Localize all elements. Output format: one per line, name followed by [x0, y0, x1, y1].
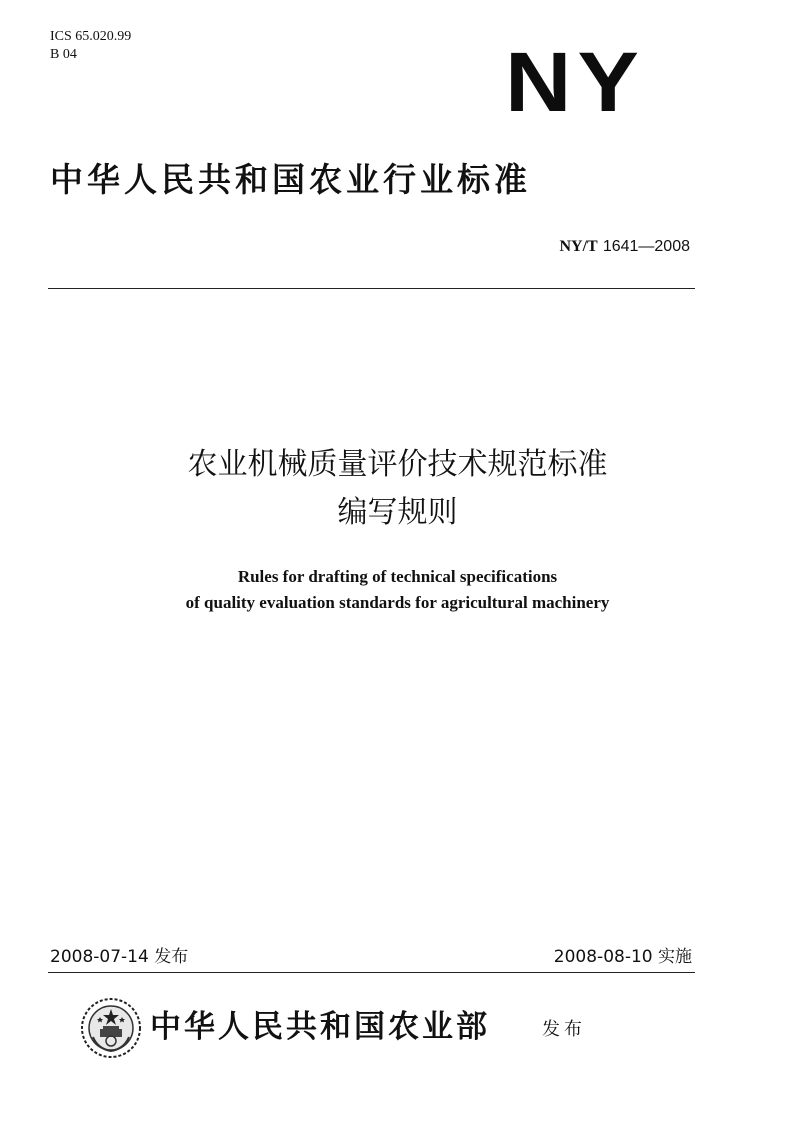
ny-logo: NY: [505, 35, 645, 130]
implementation-date: 2008-08-10 实施: [553, 947, 692, 967]
national-emblem-icon: [80, 997, 142, 1059]
title-chinese-line1: 农业机械质量评价技术规范标准: [187, 447, 608, 482]
top-divider: [48, 288, 695, 289]
publisher-name: 中华人民共和国农业部: [150, 1009, 490, 1045]
title-english-line2: of quality evaluation standards for agricultural machinery: [185, 593, 610, 612]
standard-number-value: 1641—2008: [602, 238, 690, 255]
classification-codes: [50, 28, 131, 64]
category-code: B 04: [50, 47, 77, 62]
bottom-divider: [48, 972, 695, 973]
standard-number-prefix: NY/T: [559, 238, 598, 255]
title-english-line1: Rules for drafting of technical specifications: [237, 567, 558, 586]
ministry-title: 中华人民共和国农业行业标准: [50, 160, 531, 199]
ics-code: ICS 65.020.99: [50, 29, 132, 44]
title-chinese-line2: 编写规则: [337, 495, 458, 530]
standard-number: [559, 236, 690, 257]
publish-label: 发布: [542, 1019, 586, 1040]
issue-date: 2008-07-14 发布: [50, 947, 189, 967]
